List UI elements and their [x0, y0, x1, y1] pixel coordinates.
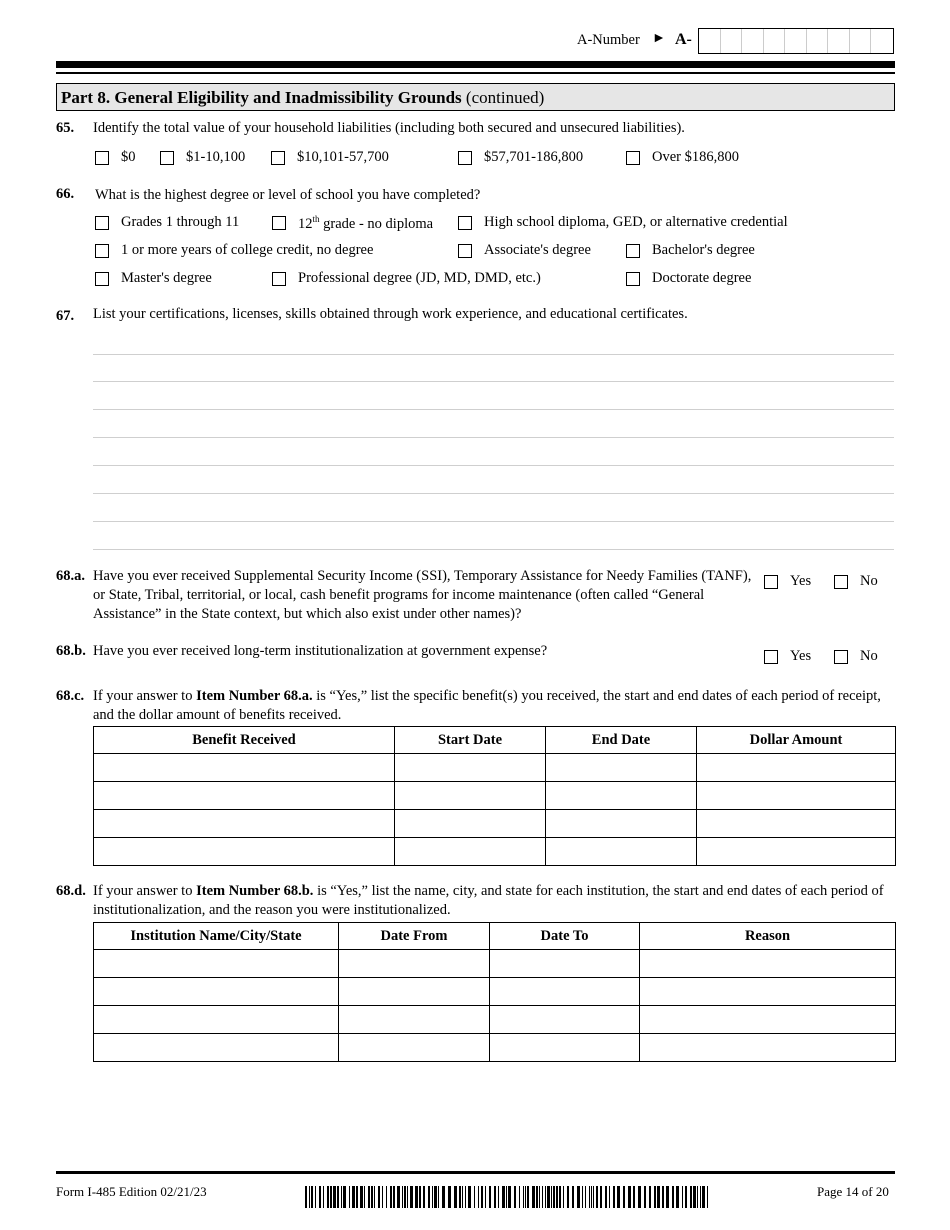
q68b-yes-label: Yes	[790, 648, 812, 664]
q68d-col-date-to: Date To	[490, 923, 640, 950]
barcode-bar	[506, 1186, 507, 1208]
barcode-bar	[356, 1186, 358, 1208]
q66-checkbox-grades-1-11[interactable]	[95, 216, 109, 230]
barcode-bar	[591, 1186, 592, 1208]
barcode-bar	[519, 1186, 520, 1208]
table-row	[94, 754, 896, 782]
barcode-bar	[462, 1186, 463, 1208]
q68d-institution-input[interactable]	[94, 950, 339, 978]
q67-answer-line	[93, 354, 894, 355]
barcode-bar	[341, 1186, 342, 1208]
q66-option-label: 12th grade - no diploma	[298, 214, 434, 232]
q68d-col-reason: Reason	[640, 923, 896, 950]
a-number-digit	[721, 29, 743, 53]
table-row	[94, 782, 896, 810]
q65-option-label: $0	[121, 149, 136, 165]
barcode-bar	[478, 1186, 479, 1208]
barcode-bar	[489, 1186, 491, 1208]
barcode-bar	[532, 1186, 535, 1208]
barcode-bar	[438, 1186, 439, 1208]
q65-text: Identify the total value of your household liabilities (including both secured and unsecured liabilities).	[93, 120, 685, 136]
q66-text: What is the highest degree or level of school you have completed?	[95, 187, 481, 203]
a-number-digit	[871, 29, 893, 53]
q65-option-label: Over $186,800	[652, 149, 739, 165]
q68d-institution-input[interactable]	[94, 1006, 339, 1034]
barcode-bar	[623, 1186, 625, 1208]
barcode-bar	[536, 1186, 538, 1208]
barcode-bar	[402, 1186, 403, 1208]
q67-answer-line	[93, 493, 894, 494]
barcode-bar	[662, 1186, 664, 1208]
barcode-bar	[644, 1186, 646, 1208]
q68c-end-input[interactable]	[546, 754, 697, 782]
barcode-bar	[577, 1186, 580, 1208]
barcode-bar	[442, 1186, 445, 1208]
a-number-digit	[828, 29, 850, 53]
q67-number: 67.	[56, 308, 75, 324]
q65-number: 65.	[56, 120, 75, 136]
barcode-bar	[393, 1186, 395, 1208]
part-title: Part 8. General Eligibility and Inadmissibility Grounds	[61, 88, 462, 107]
barcode-bar	[567, 1186, 569, 1208]
barcode-bar	[333, 1186, 336, 1208]
q65-checkbox-3[interactable]	[458, 151, 472, 165]
q68b-yes-checkbox[interactable]	[764, 650, 778, 664]
q68d-number: 68.d.	[56, 883, 86, 899]
barcode-bar	[330, 1186, 332, 1208]
barcode-bar	[360, 1186, 363, 1208]
q65-option-label: $10,101-57,700	[297, 149, 389, 165]
barcode-bar	[702, 1186, 705, 1208]
q68d-reason-input[interactable]	[640, 950, 896, 978]
q68c-start-input[interactable]	[395, 754, 546, 782]
q67-text: List your certifications, licenses, skills obtained through work experience, and educational certificates.	[93, 306, 688, 322]
q68c-end-input[interactable]	[546, 810, 697, 838]
q66-option-label: Professional degree (JD, MD, DMD, etc.)	[298, 270, 541, 286]
barcode-bar	[454, 1186, 457, 1208]
q68c-end-input[interactable]	[546, 782, 697, 810]
barcode-bar	[657, 1186, 660, 1208]
barcode-bar	[666, 1186, 669, 1208]
a-number-digit	[807, 29, 829, 53]
barcode-bar	[419, 1186, 421, 1208]
barcode-bar	[593, 1186, 594, 1208]
q68c-benefit-input[interactable]	[94, 838, 395, 866]
a-number-digit	[699, 29, 721, 53]
q68a-yes-label: Yes	[790, 573, 812, 589]
q68d-reason-input[interactable]	[640, 1034, 896, 1062]
q68c-amount-input[interactable]	[697, 810, 896, 838]
barcode-bar	[547, 1186, 550, 1208]
table-row	[94, 978, 896, 1006]
barcode-bar	[305, 1186, 307, 1208]
q65-checkbox-1[interactable]	[160, 151, 174, 165]
barcode-bar	[428, 1186, 430, 1208]
q67-answer-line	[93, 437, 894, 438]
barcode-bar	[459, 1186, 461, 1208]
barcode-bar	[498, 1186, 499, 1208]
barcode-bar	[432, 1186, 433, 1208]
barcode-bar	[613, 1186, 615, 1208]
q68d-institution-input[interactable]	[94, 978, 339, 1006]
q67-answer-line	[93, 521, 894, 522]
q66-number: 66.	[56, 186, 75, 202]
footer-form-edition: Form I-485 Edition 02/21/23	[56, 1184, 207, 1199]
barcode-bar	[582, 1186, 583, 1208]
q68b-number: 68.b.	[56, 643, 86, 659]
barcode-bar	[605, 1186, 607, 1208]
q68c-start-input[interactable]	[395, 838, 546, 866]
q68d-date-from-input[interactable]	[339, 1034, 490, 1062]
barcode-bar	[633, 1186, 635, 1208]
q68c-end-input[interactable]	[546, 838, 697, 866]
barcode-bar	[676, 1186, 679, 1208]
barcode-bar	[609, 1186, 610, 1208]
table-row	[94, 1034, 896, 1062]
q67-answer-line	[93, 465, 894, 466]
barcode-bar	[378, 1186, 380, 1208]
barcode-bar	[514, 1186, 516, 1208]
table-row	[94, 950, 896, 978]
a-number-digit	[764, 29, 786, 53]
q66-option-label: Bachelor's degree	[652, 242, 755, 258]
barcode-bar	[685, 1186, 687, 1208]
q68b-no-checkbox[interactable]	[834, 650, 848, 664]
barcode-bar	[465, 1186, 466, 1208]
table-row	[94, 1006, 896, 1034]
q68c-amount-input[interactable]	[697, 754, 896, 782]
q68d-date-to-input[interactable]	[490, 1006, 640, 1034]
barcode-bar	[617, 1186, 620, 1208]
barcode-bar	[628, 1186, 631, 1208]
q65-option-label: $57,701-186,800	[484, 149, 584, 165]
barcode-bar	[382, 1186, 383, 1208]
q68a-text: Have you ever received Supplemental Security Income (SSI), Temporary Assistance for Needy Families (TANF), or State, Tribal, territorial, or local, cash benefit programs for income maintenance (often called “General Assistance” in the State context, but which also exist under other names)?	[93, 568, 752, 622]
barcode-bar	[386, 1186, 387, 1208]
q65-option-label: $1-10,100	[186, 149, 246, 165]
barcode-bar	[407, 1186, 408, 1208]
q68c-col-amount: Dollar Amount	[697, 727, 896, 754]
a-number-prefix: A-	[675, 31, 692, 48]
barcode-bar	[600, 1186, 602, 1208]
table-row	[94, 838, 896, 866]
barcode-bar	[315, 1186, 316, 1208]
barcode-bar	[485, 1186, 486, 1208]
a-number-input[interactable]	[698, 28, 894, 54]
q68c-benefit-input[interactable]	[94, 810, 395, 838]
q68c-text: If your answer to Item Number 68.a. is “Yes,” list the specific benefit(s) you received, the start and end dates of each period of receipt, and the dollar amount of benefits received.	[93, 688, 881, 723]
q68d-reason-input[interactable]	[640, 1006, 896, 1034]
barcode-bar	[390, 1186, 392, 1208]
a-number-digit	[742, 29, 764, 53]
part-banner	[56, 83, 895, 111]
barcode-bar	[474, 1186, 475, 1208]
a-number-digit	[785, 29, 807, 53]
q66-checkbox-grade-12[interactable]	[272, 216, 286, 230]
barcode-bar	[551, 1186, 552, 1208]
barcode-bar	[545, 1186, 546, 1208]
footer-rule	[56, 1171, 895, 1174]
barcode-bar	[697, 1186, 698, 1208]
barcode-bar	[468, 1186, 471, 1208]
barcode-bar	[585, 1186, 586, 1208]
barcode-bar	[572, 1186, 574, 1208]
barcode-bar	[309, 1186, 310, 1208]
q68d-text: If your answer to Item Number 68.b. is “Yes,” list the name, city, and state for each institution, the start and end dates of each period of institutionalization, and the reason you were institutionalized.	[93, 883, 884, 918]
barcode	[305, 1186, 713, 1208]
q68c-col-benefit: Benefit Received	[94, 727, 395, 754]
q68d-date-to-input[interactable]	[490, 950, 640, 978]
barcode-bar	[672, 1186, 674, 1208]
barcode-bar	[556, 1186, 558, 1208]
part-continued: (continued)	[465, 88, 545, 107]
arrow-icon: ►	[652, 31, 666, 46]
q68d-institution-input[interactable]	[94, 1034, 339, 1062]
q66-checkbox-high-school[interactable]	[458, 216, 472, 230]
barcode-bar	[589, 1186, 590, 1208]
q68d-date-to-input[interactable]	[490, 1034, 640, 1062]
barcode-bar	[343, 1186, 346, 1208]
barcode-bar	[352, 1186, 355, 1208]
q68a-yes-checkbox[interactable]	[764, 575, 778, 589]
barcode-bar	[415, 1186, 418, 1208]
footer-page-number: Page 14 of 20	[817, 1184, 889, 1199]
a-number-digit	[850, 29, 872, 53]
barcode-bar	[423, 1186, 425, 1208]
barcode-bar	[654, 1186, 656, 1208]
barcode-bar	[368, 1186, 370, 1208]
q66-option-label: Doctorate degree	[652, 270, 752, 286]
q66-option-label: Grades 1 through 11	[121, 214, 240, 230]
q65-checkbox-2[interactable]	[271, 151, 285, 165]
barcode-bar	[404, 1186, 406, 1208]
q66-checkbox-bachelor[interactable]	[626, 244, 640, 258]
q67-answer-line	[93, 549, 894, 550]
q65-checkbox-4[interactable]	[626, 151, 640, 165]
q67-answer-line	[93, 381, 894, 382]
barcode-bar	[364, 1186, 365, 1208]
q66-option-label: Associate's degree	[484, 242, 591, 258]
q68d-institution-table	[93, 922, 896, 1062]
barcode-bar	[527, 1186, 529, 1208]
barcode-bar	[319, 1186, 321, 1208]
q68c-benefits-table	[93, 726, 896, 866]
q68d-date-to-input[interactable]	[490, 978, 640, 1006]
q68d-col-institution: Institution Name/City/State	[94, 923, 339, 950]
barcode-bar	[494, 1186, 496, 1208]
q68c-col-start: Start Date	[395, 727, 546, 754]
barcode-bar	[371, 1186, 373, 1208]
q68a-no-label: No	[860, 573, 878, 589]
barcode-bar	[542, 1186, 543, 1208]
barcode-bar	[337, 1186, 339, 1208]
a-number-label: A-Number	[577, 32, 640, 48]
barcode-bar	[553, 1186, 555, 1208]
q66-checkbox-master[interactable]	[95, 272, 109, 286]
q68c-benefit-input[interactable]	[94, 754, 395, 782]
q68c-start-input[interactable]	[395, 782, 546, 810]
barcode-bar	[523, 1186, 524, 1208]
q66-option-label: High school diploma, GED, or alternative credential	[484, 214, 788, 230]
barcode-bar	[397, 1186, 400, 1208]
q66-option-label: 1 or more years of college credit, no degree	[121, 242, 374, 258]
barcode-bar	[410, 1186, 413, 1208]
q66-checkbox-professional[interactable]	[272, 272, 286, 286]
barcode-bar	[690, 1186, 692, 1208]
q68b-no-label: No	[860, 648, 878, 664]
barcode-bar	[349, 1186, 350, 1208]
q67-text-area[interactable]	[93, 328, 894, 550]
barcode-bar	[649, 1186, 651, 1208]
barcode-bar	[559, 1186, 561, 1208]
q66-checkbox-associate[interactable]	[458, 244, 472, 258]
q68d-date-from-input[interactable]	[339, 950, 490, 978]
q68b-text: Have you ever received long-term institutionalization at government expense?	[93, 643, 548, 659]
q68d-date-from-input[interactable]	[339, 978, 490, 1006]
q68c-amount-input[interactable]	[697, 838, 896, 866]
barcode-bar	[539, 1186, 540, 1208]
barcode-bar	[481, 1186, 483, 1208]
barcode-bar	[323, 1186, 324, 1208]
barcode-bar	[563, 1186, 564, 1208]
q68c-amount-input[interactable]	[697, 782, 896, 810]
barcode-bar	[525, 1186, 526, 1208]
q68d-col-date-from: Date From	[339, 923, 490, 950]
barcode-bar	[311, 1186, 313, 1208]
barcode-bar	[596, 1186, 598, 1208]
barcode-bar	[693, 1186, 696, 1208]
q66-option-label: Master's degree	[121, 270, 212, 286]
q68c-start-input[interactable]	[395, 810, 546, 838]
barcode-bar	[700, 1186, 701, 1208]
barcode-bar	[374, 1186, 375, 1208]
q68c-col-end: End Date	[546, 727, 697, 754]
q68a-number: 68.a.	[56, 568, 85, 584]
barcode-bar	[707, 1186, 708, 1208]
header-rule-thin	[56, 72, 895, 74]
q66-checkbox-college-credit[interactable]	[95, 244, 109, 258]
q68d-reason-input[interactable]	[640, 978, 896, 1006]
barcode-bar	[327, 1186, 329, 1208]
q68c-benefit-input[interactable]	[94, 782, 395, 810]
table-row	[94, 810, 896, 838]
barcode-bar	[508, 1186, 511, 1208]
q68a-no-checkbox[interactable]	[834, 575, 848, 589]
q65-checkbox-0[interactable]	[95, 151, 109, 165]
barcode-bar	[502, 1186, 505, 1208]
q68c-number: 68.c.	[56, 688, 85, 704]
barcode-bar	[638, 1186, 641, 1208]
q68d-date-from-input[interactable]	[339, 1006, 490, 1034]
q66-checkbox-doctorate[interactable]	[626, 272, 640, 286]
barcode-bar	[682, 1186, 683, 1208]
q67-answer-line	[93, 409, 894, 410]
header-rule-thick	[56, 61, 895, 68]
barcode-bar	[448, 1186, 451, 1208]
barcode-bar	[434, 1186, 437, 1208]
